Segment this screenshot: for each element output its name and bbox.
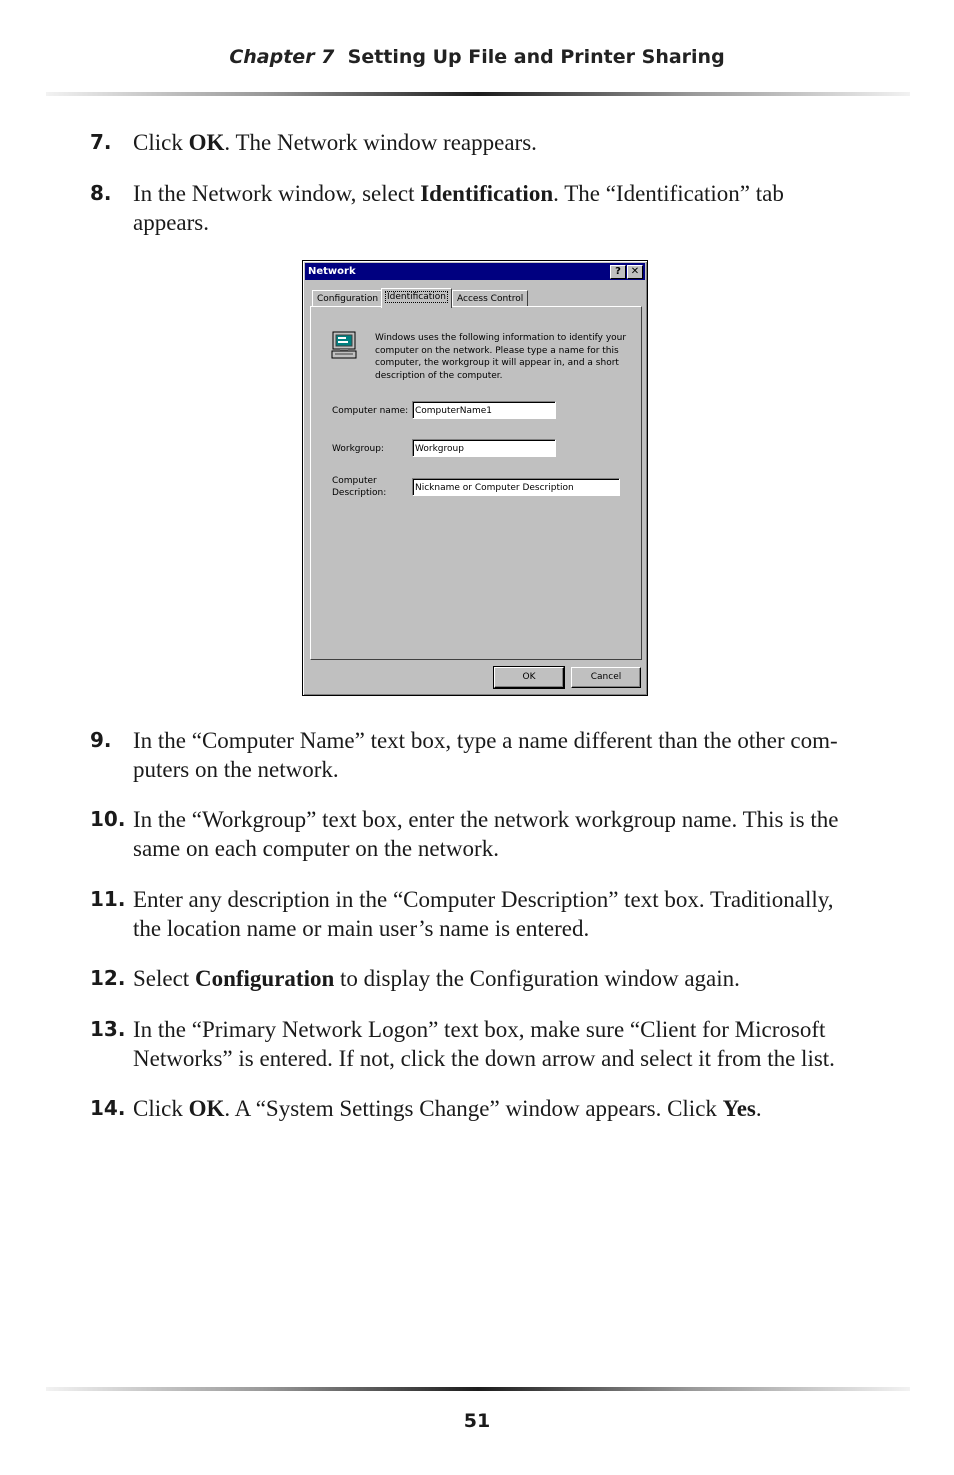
step-10 [90, 805, 860, 863]
text-run: In the “Primary Network Logon” text box, make sure “Client for Microsoft [133, 1017, 826, 1042]
text-run: Click [133, 1096, 189, 1121]
running-header [0, 46, 954, 68]
text-run: . The “Identification” tab appears. [133, 181, 784, 235]
ok-button[interactable]: OK [494, 667, 564, 688]
step-number: 14. [90, 1096, 126, 1120]
tab-label: Access Control [457, 294, 524, 304]
step-number: 12. [90, 966, 126, 990]
step-number: 11. [90, 887, 126, 911]
computer-description-label [332, 475, 386, 499]
text-run: same on each computer on the network. [133, 836, 499, 861]
step-text [133, 726, 860, 784]
step-text [133, 885, 860, 943]
text-run: the location name or main user’s name is entered. [133, 916, 590, 941]
workgroup-input[interactable]: Workgroup [412, 439, 556, 457]
chapter-label: Chapter 7 [229, 46, 335, 68]
yes-term: Yes [722, 1096, 756, 1121]
cancel-button[interactable]: Cancel [571, 667, 641, 688]
text-run: to display the Configuration window again. [334, 966, 740, 991]
computer-name-label: Computer name: [332, 406, 409, 416]
step-text [133, 1094, 860, 1123]
help-icon: ? [615, 266, 621, 277]
text-run: puters on the network. [133, 757, 339, 782]
step-number: 7. [90, 130, 112, 154]
step-text [133, 179, 860, 237]
identification-panel [310, 306, 642, 660]
step-9 [90, 726, 860, 784]
label-line: Computer [332, 476, 377, 486]
computer-description-input[interactable]: Nickname or Computer Description [412, 478, 620, 496]
dialog-titlebar [305, 263, 645, 280]
dialog-title: Network [308, 266, 356, 277]
workgroup-label: Workgroup: [332, 444, 384, 454]
step-11 [90, 885, 860, 943]
tab-access-control[interactable] [452, 290, 528, 307]
ok-term: OK [188, 1096, 225, 1121]
header-rule [46, 92, 910, 96]
label-line: Description: [332, 488, 387, 498]
page-number: 51 [463, 1410, 491, 1432]
step-text [133, 964, 860, 993]
step-12 [90, 964, 860, 993]
step-number: 8. [90, 181, 112, 205]
tab-label: Identification [387, 292, 447, 302]
text-run: Enter any description in the “Computer Description” text box. Traditionally, [133, 887, 834, 912]
text-run: In the Network window, select [133, 181, 421, 206]
computer-name-input[interactable]: ComputerName1 [412, 401, 556, 419]
close-button[interactable] [627, 265, 643, 279]
text-run: Click [133, 130, 189, 155]
configuration-term: Configuration [194, 966, 335, 991]
step-text [133, 805, 860, 863]
help-button[interactable] [610, 265, 626, 279]
step-8 [90, 179, 860, 237]
ok-term: OK [188, 130, 225, 155]
tab-identification[interactable] [381, 288, 452, 308]
footer-rule [46, 1387, 910, 1391]
text-run: Select [133, 966, 195, 991]
step-number: 10. [90, 807, 126, 831]
text-run: . A “System Settings Change” window appears. Click [224, 1096, 723, 1121]
text-run: Networks” is entered. If not, click the down arrow and select it from the list. [133, 1046, 835, 1071]
text-run: . [755, 1096, 762, 1121]
identification-term: Identification [420, 181, 554, 206]
step-number: 9. [90, 728, 112, 752]
network-dialog [302, 260, 648, 696]
tab-label: Configuration [317, 294, 379, 304]
close-icon: ✕ [630, 266, 640, 277]
step-number: 13. [90, 1017, 126, 1041]
text-run: In the “Computer Name” text box, type a name different than the other com- [133, 728, 838, 753]
network-computer-icon [331, 331, 357, 359]
step-14 [90, 1094, 860, 1123]
tab-configuration[interactable] [312, 290, 383, 307]
step-7 [90, 128, 860, 157]
chapter-title: Setting Up File and Printer Sharing [347, 46, 725, 68]
step-text [133, 128, 860, 157]
step-13 [90, 1015, 860, 1073]
step-text [133, 1015, 860, 1073]
text-run: . The Network window reappears. [224, 130, 537, 155]
identification-info-text: Windows uses the following information to identify your computer on the network. Please type a name for this computer, the workgroup it will appear in, and a short description of the computer. [375, 333, 627, 381]
text-run: In the “Workgroup” text box, enter the network workgroup name. This is the [133, 807, 839, 832]
